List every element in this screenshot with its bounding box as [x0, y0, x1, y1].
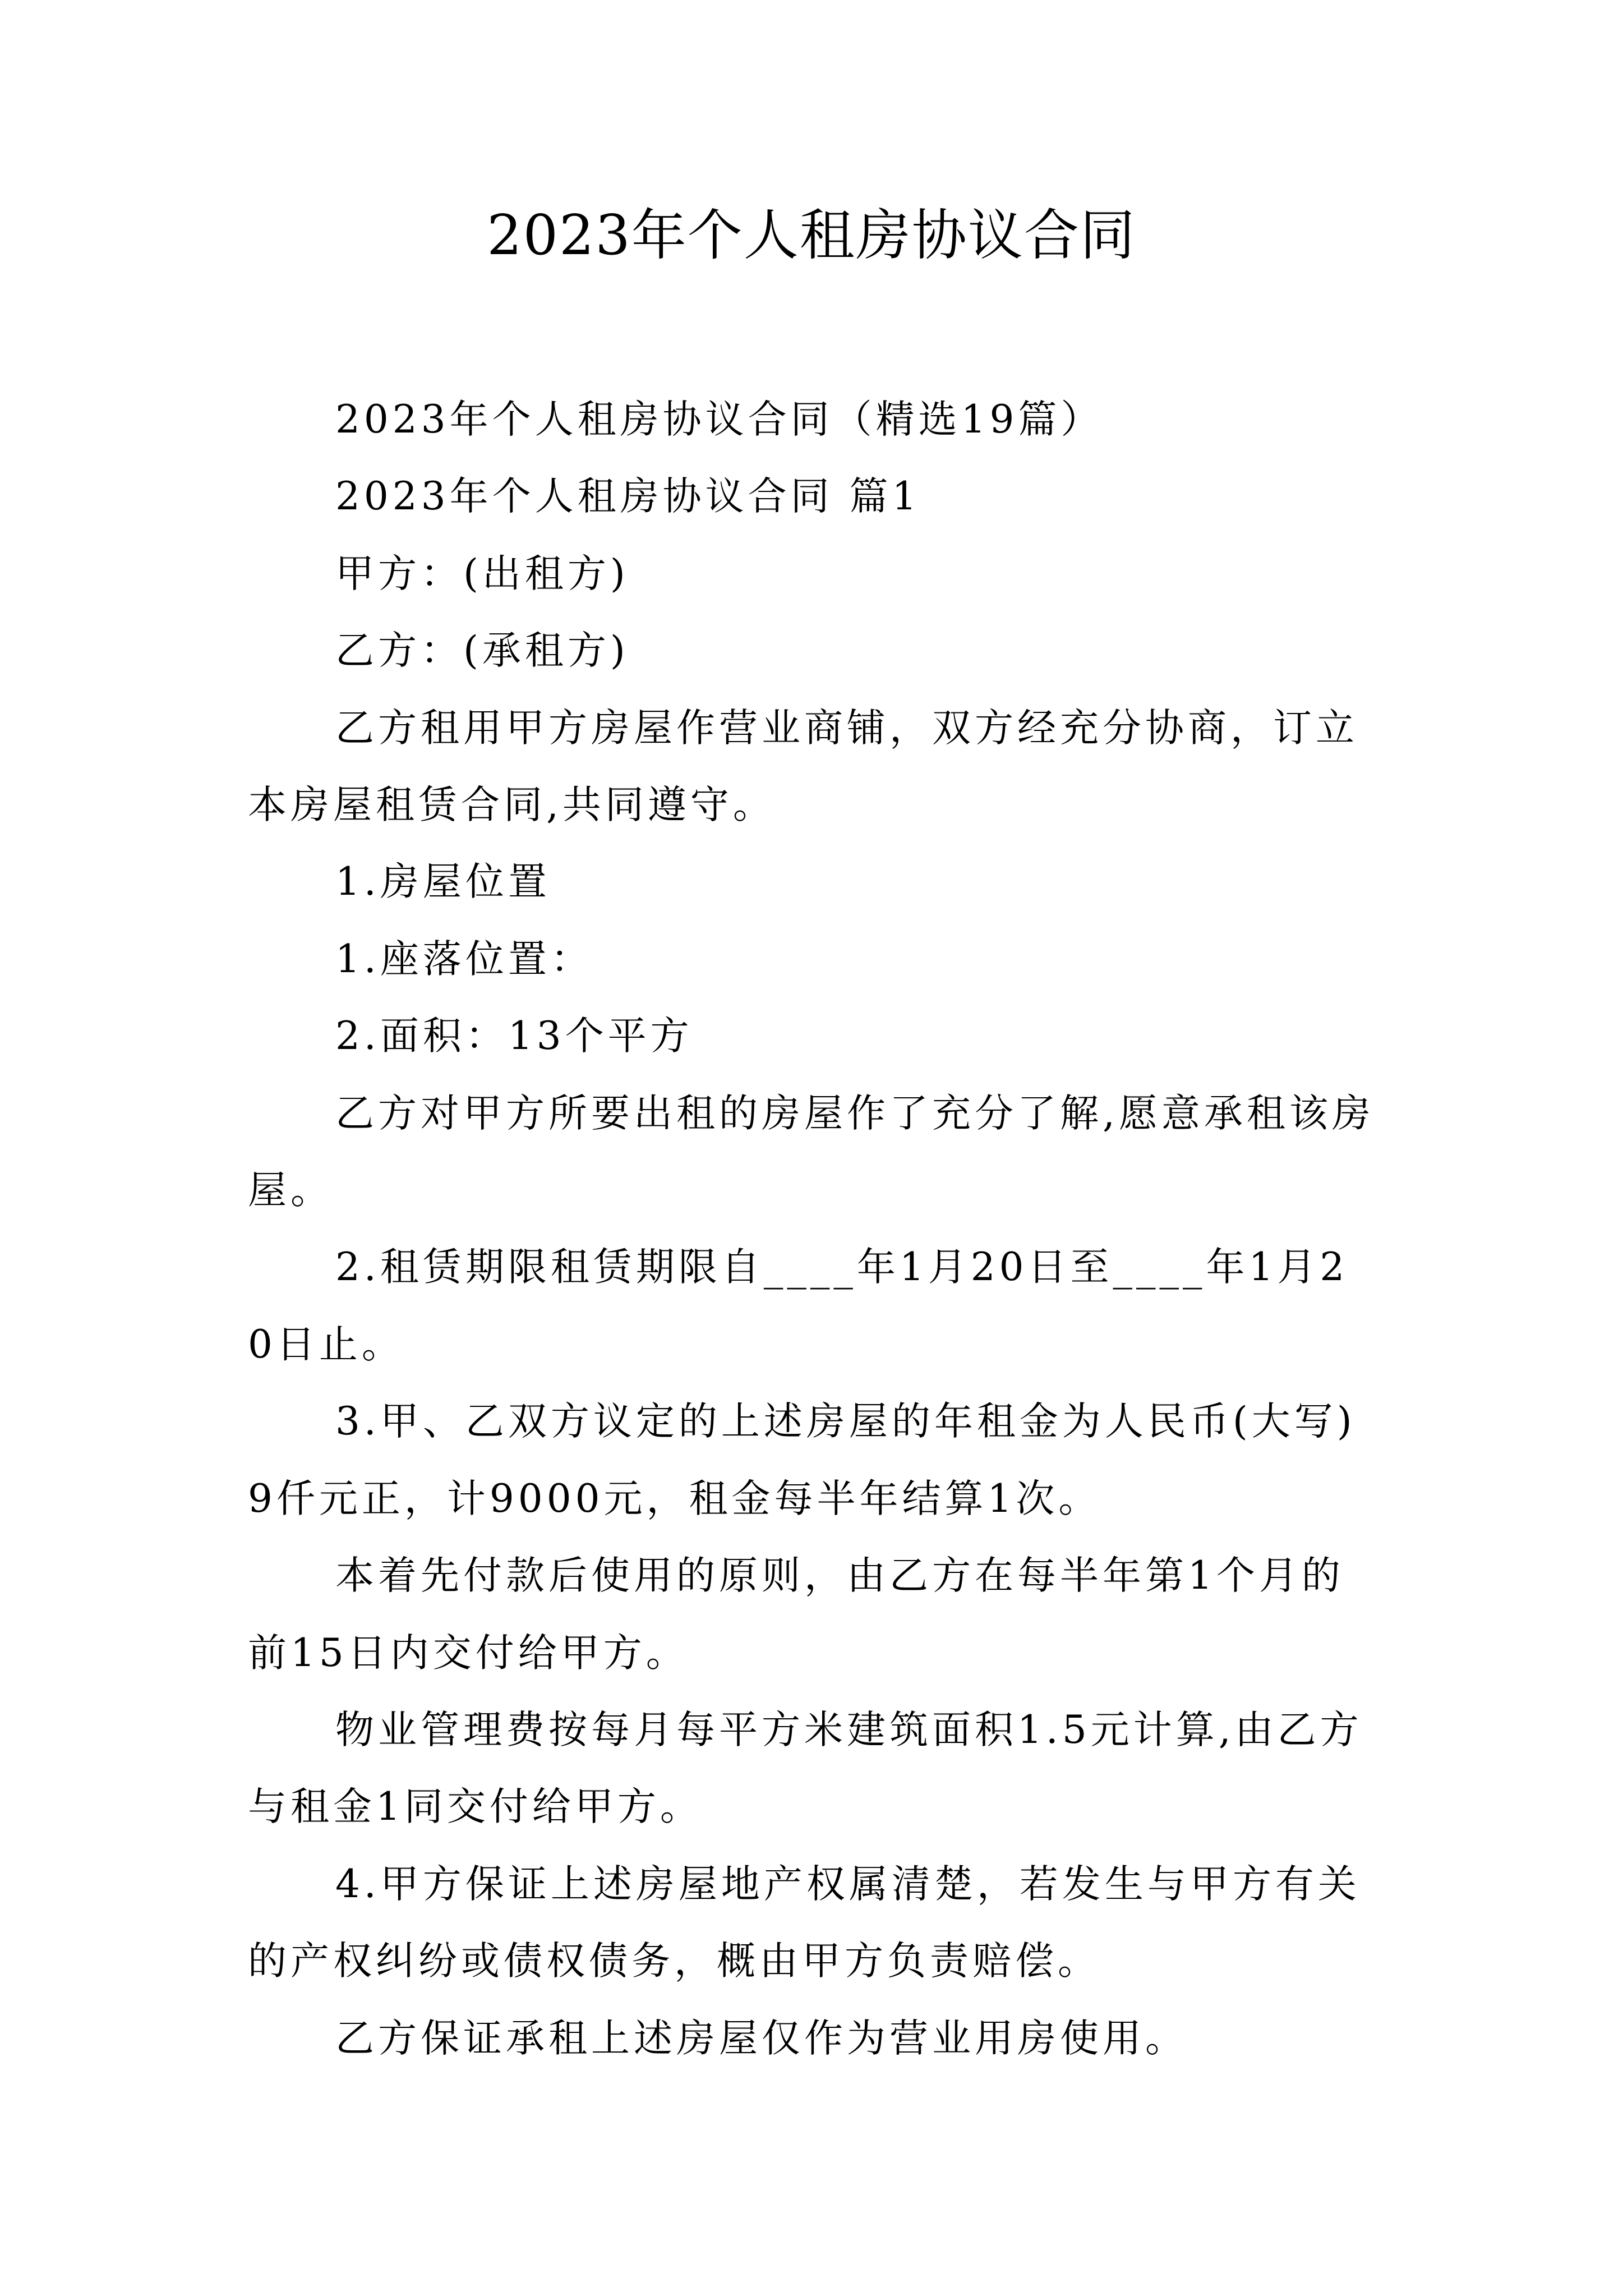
paragraph-location-heading: 1.房屋位置: [335, 859, 551, 905]
paragraph-intro: 乙方租用甲方房屋作营业商铺，双方经充分协商，订立本房屋租赁合同,共同遵守。: [248, 705, 1358, 828]
paragraph-party-b: 乙方：(承租方): [335, 628, 629, 674]
paragraph-payment: 本着先付款后使用的原则，由乙方在每半年第1个月的前15日内交付给甲方。: [248, 1553, 1344, 1676]
paragraph-area: 2.面积：13个平方: [335, 1014, 693, 1059]
document-body: [248, 381, 1375, 2077]
paragraph-property-fee: 物业管理费按每月每平方米建筑面积1.5元计算,由乙方与租金1同交付给甲方。: [248, 1707, 1363, 1830]
paragraph-rent: 3.甲、乙双方议定的上述房屋的年租金为人民币(大写)9仟元正，计9000元，租金每半年结算1次。: [248, 1399, 1356, 1521]
paragraph-collection-heading: 2023年个人租房协议合同（精选19篇）: [335, 397, 1104, 442]
paragraph-ownership: 4.甲方保证上述房屋地产权属清楚，若发生与甲方有关的产权纠纷或债权债务，概由甲方负责赔偿。: [248, 1861, 1361, 1984]
paragraph-usage: 乙方保证承租上述房屋仅作为营业用房使用。: [335, 2016, 1188, 2061]
paragraph-understanding: 乙方对甲方所要出租的房屋作了充分了解,愿意承租该房屋。: [248, 1091, 1375, 1213]
paragraph-lease-term: 2.租赁期限租赁期限自____年1月20日至____年1月20日止。: [248, 1245, 1349, 1367]
paragraph-address: 1.座落位置：: [335, 936, 593, 982]
document-title: 2023年个人租房协议合同: [487, 204, 1136, 268]
paragraph-party-a: 甲方：(出租方): [335, 551, 629, 596]
paragraph-article-heading: 2023年个人租房协议合同 篇1: [335, 474, 921, 519]
